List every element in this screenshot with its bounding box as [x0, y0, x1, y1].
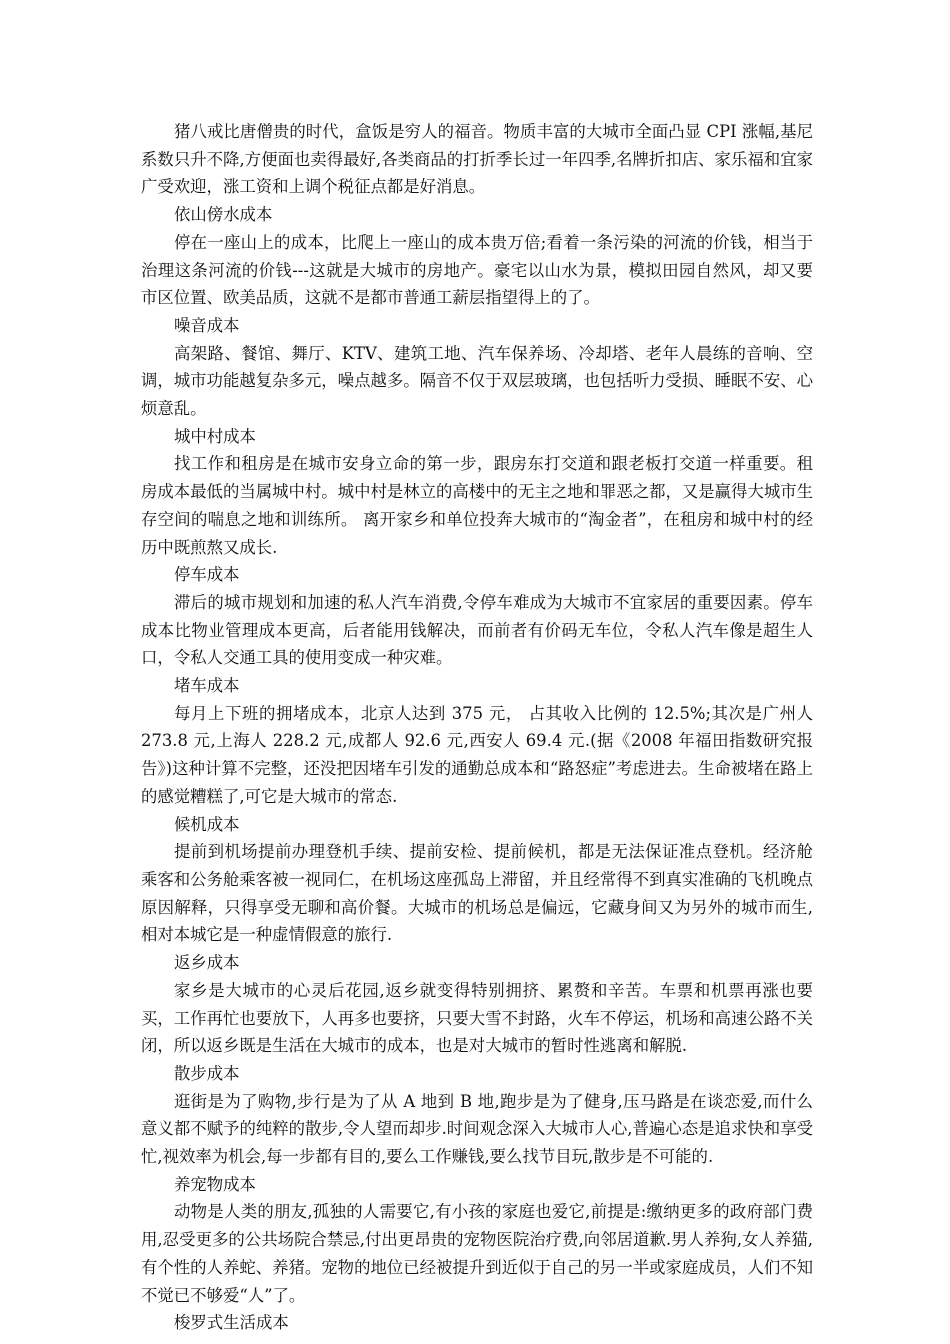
paragraph: 找工作和租房是在城市安身立命的第一步，跟房东打交道和跟老板打交道一样重要。租房成本最低的当属城中村。城中村是林立的高楼中的无主之地和罪恶之都，又是赢得大城市生存空间的喘息之地和训练所。 离开家乡和单位投奔大城市的“淘金者”，在租房和城中村的经历中既煎熬又成长. [141, 454, 814, 557]
paragraph: 动物是人类的朋友,孤独的人需要它,有小孩的家庭也爱它,前提是:缴纳更多的政府部门费用,忍受更多的公共场院合禁忌,付出更昂贵的宠物医院治疗费,向邻居道歉.男人养狗,女人养猫,有个性的人养蛇、养猪。宠物的地位已经被提升到近似于自己的另一半或家庭成员，人们不知不觉已不够爱“人”了。 [141, 1202, 814, 1305]
section-heading: 噪音成本 [174, 315, 240, 335]
paragraph: 逛街是为了购物,步行是为了从 A 地到 B 地,跑步是为了健身,压马路是在谈恋爱,而什么意义都不赋予的纯粹的散步,令人望而却步.时间观念深入大城市人心,普遍心态是追求快和享受忙,视效率为机会,每一步都有目的,要么工作赚钱,要么找节目玩,散步是不可能的. [141, 1091, 813, 1167]
section-heading: 散步成本 [174, 1063, 240, 1083]
paragraph: 滞后的城市规划和加速的私人汽车消费,令停车难成为大城市不宜家居的重要因素。停车成本比物业管理成本更高，后者能用钱解决，而前者有价码无车位，令私人汽车像是超生人口，令私人交通工具的使用变成一种灾难。 [141, 592, 813, 668]
section-heading: 候机成本 [174, 814, 240, 834]
section-heading: 堵车成本 [174, 676, 240, 696]
section-heading: 返乡成本 [174, 953, 240, 973]
paragraph: 提前到机场提前办理登机手续、提前安检、提前候机，都是无法保证准点登机。经济舱乘客和公务舱乘客被一视同仁，在机场这座孤岛上滞留，并且经常得不到真实准确的飞机晚点原因解释，只得享受无聊和高价餐。大城市的机场总是偏远，它藏身间又为另外的城市而生,相对本城它是一种虚情假意的旅行. [141, 842, 814, 945]
section-heading: 城中村成本 [174, 426, 256, 446]
paragraph: 停在一座山上的成本，比爬上一座山的成本贵万倍;看着一条污染的河流的价钱，相当于治理这条河流的价钱---这就是大城市的房地产。豪宅以山水为景，模拟田园自然风，却又要市区位置、欧美品质，这就不是都市普通工薪层指望得上的了。 [141, 232, 813, 308]
document-body [141, 118, 813, 1337]
section-heading: 停车成本 [174, 565, 240, 585]
paragraph: 高架路、餐馆、舞厅、KTV、建筑工地、汽车保养场、冷却塔、老年人晨练的音响、空调，城市功能越复杂多元，噪点越多。隔音不仅于双层玻璃，也包括听力受损、睡眠不安、心烦意乱。 [141, 343, 814, 419]
paragraph: 家乡是大城市的心灵后花园,返乡就变得特别拥挤、累赘和辛苦。车票和机票再涨也要买，工作再忙也要放下，人再多也要挤，只要大雪不封路，火车不停运，机场和高速公路不关闭，所以返乡既是生活在大城市的成本，也是对大城市的暂时性逃离和解脱. [141, 980, 814, 1056]
paragraph: 每月上下班的拥堵成本，北京人达到 375 元， 占其收入比例的 12.5%;其次是广州人 273.8 元,上海人 228.2 元,成都人 92.6 元,西安人 69.4 元.(据《2008 年福田指数研究报告》)这种计算不完整，还没把因堵车引发的通勤总成本和“路怒症”考虑进去。生命被堵在路上的感觉糟糕了,可它是大城市的常态. [141, 703, 813, 806]
section-heading: 梭罗式生活成本 [174, 1313, 289, 1333]
section-heading: 依山傍水成本 [174, 205, 273, 225]
section-heading: 养宠物成本 [174, 1174, 256, 1194]
paragraph-intro: 猪八戒比唐僧贵的时代，盒饭是穷人的福音。物质丰富的大城市全面凸显 CPI 涨幅,基尼系数只升不降,方便面也卖得最好,各类商品的打折季长过一年四季,名牌折扣店、家乐福和宜家广受欢迎，涨工资和上调个税征点都是好消息。 [141, 122, 813, 197]
